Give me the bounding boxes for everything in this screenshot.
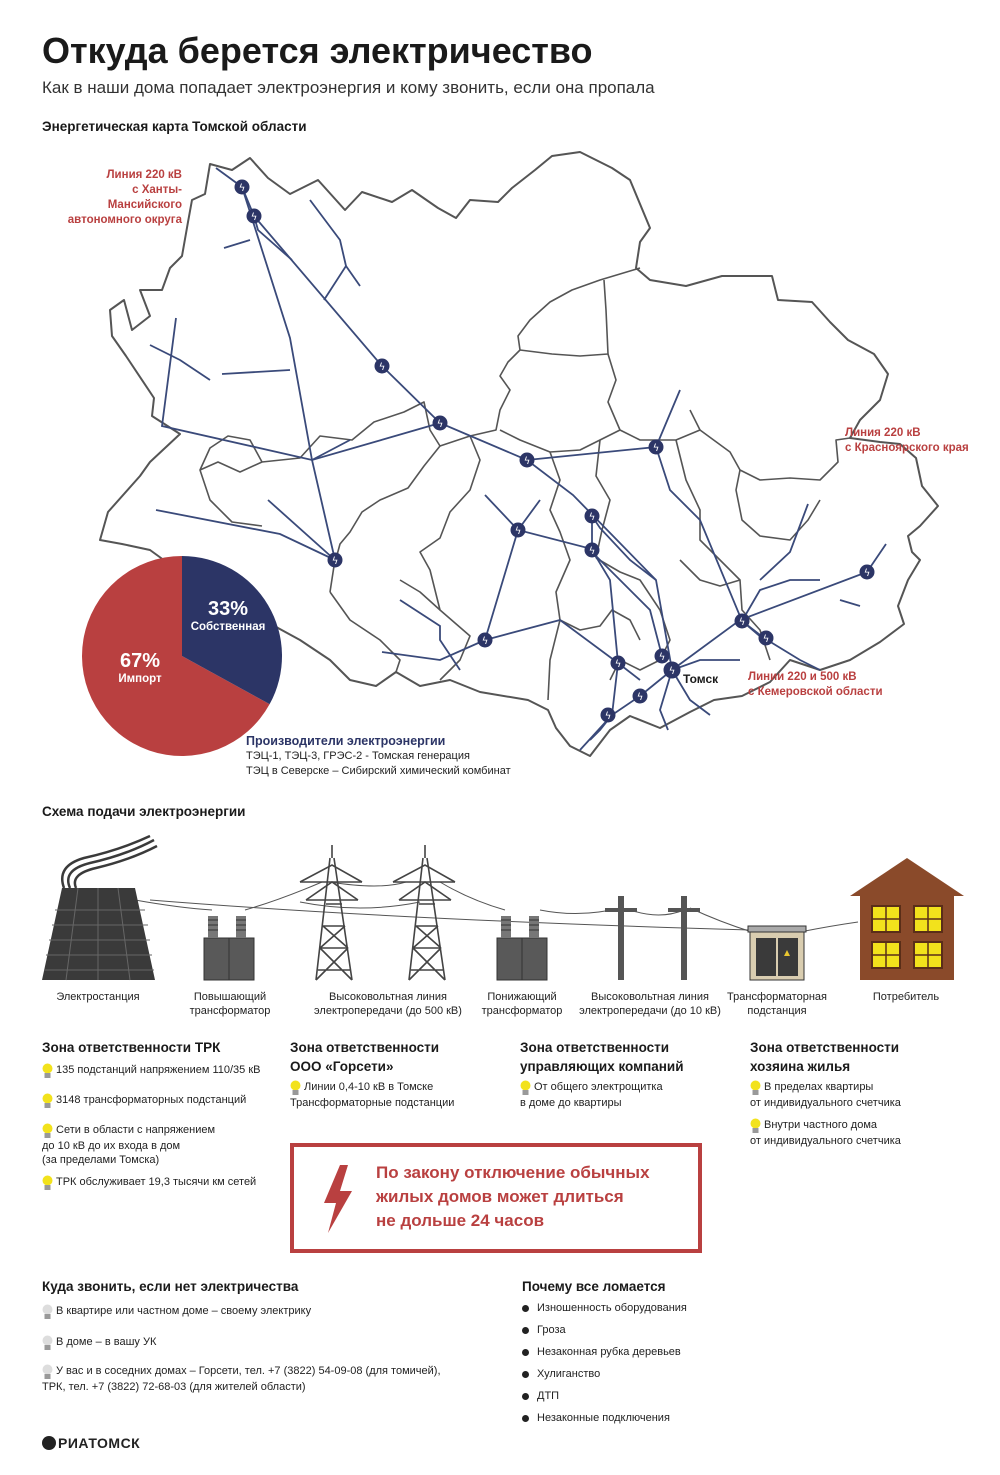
bolt-icon: ϟ [652, 443, 660, 454]
why-item: Незаконные подключения [522, 1412, 670, 1424]
producers-title: Производители электроэнергии [246, 734, 446, 748]
lightbulb-icon [520, 1080, 531, 1096]
bolt-icon: ϟ [250, 212, 258, 223]
bolt-icon: ϟ [738, 617, 746, 628]
lightbulb-icon [750, 1080, 761, 1096]
step-down-transformer-icon [497, 916, 547, 980]
why-item: Хулиганство [522, 1368, 600, 1380]
step-up-transformer-icon [204, 916, 254, 980]
lightbulb-icon [750, 1118, 761, 1134]
bolt-icon: ϟ [238, 183, 246, 194]
call-item: В доме – в вашу УК [42, 1335, 156, 1351]
call-heading: Куда звонить, если нет электричества [42, 1279, 299, 1294]
law-text: По закону отключение обычных жилых домов может длиться не дольше 24 часов [376, 1163, 650, 1230]
call-item: В квартире или частном доме – своему электрику [42, 1304, 311, 1320]
why-item: ДТП [522, 1390, 559, 1402]
caption-step-down: Понижающий трансформатор [481, 991, 563, 1017]
supply-scheme [0, 830, 1000, 990]
bolt-icon: ϟ [378, 362, 386, 373]
pie-label-import: 67% Импорт [118, 650, 162, 685]
zone-item: В пределах квартиры от индивидуального счетчика [750, 1081, 901, 1109]
bolt-icon: ϟ [588, 546, 596, 557]
caption-step-up: Повышающий трансформатор [189, 991, 271, 1017]
zone-item: Линии 0,4-10 кВ в Томске Трансформаторные подстанции [290, 1081, 455, 1109]
lightbulb-icon [42, 1304, 53, 1320]
zone-title: Зона ответственности ТРК [42, 1040, 221, 1055]
zone-item: Сети в области с напряжением до 10 кВ до их входа в дом (за пределами Томска) [42, 1124, 216, 1166]
city-label-tomsk: Томск [683, 672, 719, 686]
zone-title: Зона ответственности управляющих компаний [520, 1040, 684, 1074]
zone-title: Зона ответственности хозяина жилья [750, 1040, 900, 1074]
why-item: Незаконная рубка деревьев [522, 1346, 681, 1358]
bolt-icon: ϟ [481, 636, 489, 647]
why-item: Гроза [522, 1324, 566, 1336]
consumer-house-icon [850, 858, 964, 980]
power-plant-icon [42, 836, 157, 980]
bolt-icon: ϟ [863, 568, 871, 579]
lightbulb-icon [42, 1364, 53, 1380]
lightbulb-icon [42, 1335, 53, 1351]
lightning-icon [320, 1163, 356, 1235]
zone-item: 3148 трансформаторных подстанций [42, 1093, 287, 1109]
transmission-tower-icon [393, 845, 455, 980]
bolt-icon: ϟ [614, 659, 622, 670]
lightbulb-icon [42, 1175, 53, 1191]
bolt-icon: ϟ [523, 456, 531, 467]
bolt-icon: ϟ [658, 652, 666, 663]
pie-label-own: 33% Собственная [190, 598, 266, 633]
producers-line: ТЭЦ в Северске – Сибирский химический комбинат [246, 765, 511, 777]
caption-substation: Трансформаторная подстанция [727, 991, 827, 1017]
caption-power-plant: Электростанция [56, 991, 140, 1003]
lightbulb-icon [42, 1123, 53, 1139]
zone-uk [520, 1038, 730, 1110]
bolt-icon: ϟ [514, 526, 522, 537]
map-heading: Энергетическая карта Томской области [42, 119, 307, 134]
caption-hv-line-500: Высоковольтная линия электропередачи (до 500 кВ) [314, 991, 462, 1017]
bolt-icon: ϟ [331, 556, 339, 567]
label-line-khmao: Линия 220 кВ с Ханты-Мансийского автономного округа [67, 169, 182, 226]
why-item: Изношенность оборудования [522, 1302, 687, 1314]
zone-title: Зона ответственности ООО «Горсети» [290, 1040, 440, 1074]
zone-item: Внутри частного дома от индивидуального счетчика [750, 1119, 901, 1147]
zone-owner [750, 1038, 970, 1148]
zone-item: 135 подстанций напряжением 110/35 кВ [42, 1063, 287, 1079]
producers-line: ТЭЦ-1, ТЭЦ-3, ГРЭС-2 - Томская генерация [246, 750, 470, 762]
bolt-icon: ϟ [604, 711, 612, 722]
why-heading: Почему все ломается [522, 1279, 666, 1294]
bolt-icon: ϟ [636, 692, 644, 703]
ria-tomsk-logo: РИАТОМСК [42, 1435, 140, 1451]
label-line-kemerovo: Линии 220 и 500 кВ с Кемеровской области [748, 671, 883, 698]
transformer-substation-icon [748, 926, 806, 980]
bolt-icon: ϟ [588, 512, 596, 523]
page-title: Откуда берется электричество [42, 30, 593, 71]
scheme-heading: Схема подачи электроэнергии [42, 804, 246, 819]
bolt-icon: ϟ [668, 666, 676, 677]
law-box [290, 1143, 702, 1253]
producers-block [246, 734, 511, 779]
zone-gorseti [290, 1038, 500, 1110]
bolt-icon: ϟ [436, 419, 444, 430]
page-subtitle: Как в наши дома попадает электроэнергия и кому звонить, если она пропала [42, 78, 655, 97]
lightbulb-icon [290, 1080, 301, 1096]
power-pole-icon [605, 896, 700, 980]
zone-item: ТРК обслуживает 19,3 тысячи км сетей [42, 1175, 287, 1191]
bolt-icon: ϟ [762, 634, 770, 645]
caption-hv-line-10: Высоковольтная линия электропередачи (до 10 кВ) [579, 991, 721, 1017]
lightbulb-icon [42, 1093, 53, 1109]
zone-trk [42, 1038, 287, 1191]
call-item: У вас и в соседних домах – Горсети, тел. +7 (3822) 54-09-08 (для томичей), ТРК, тел. +7 (3822) 72-68-03 (для жителей области) [42, 1365, 441, 1393]
lightbulb-icon [42, 1063, 53, 1079]
caption-consumer: Потребитель [872, 991, 940, 1003]
label-line-krasnoyarsk: Линия 220 кВ с Красноярского края [845, 427, 969, 454]
zone-item: От общего электрощитка в доме до квартиры [520, 1081, 663, 1109]
